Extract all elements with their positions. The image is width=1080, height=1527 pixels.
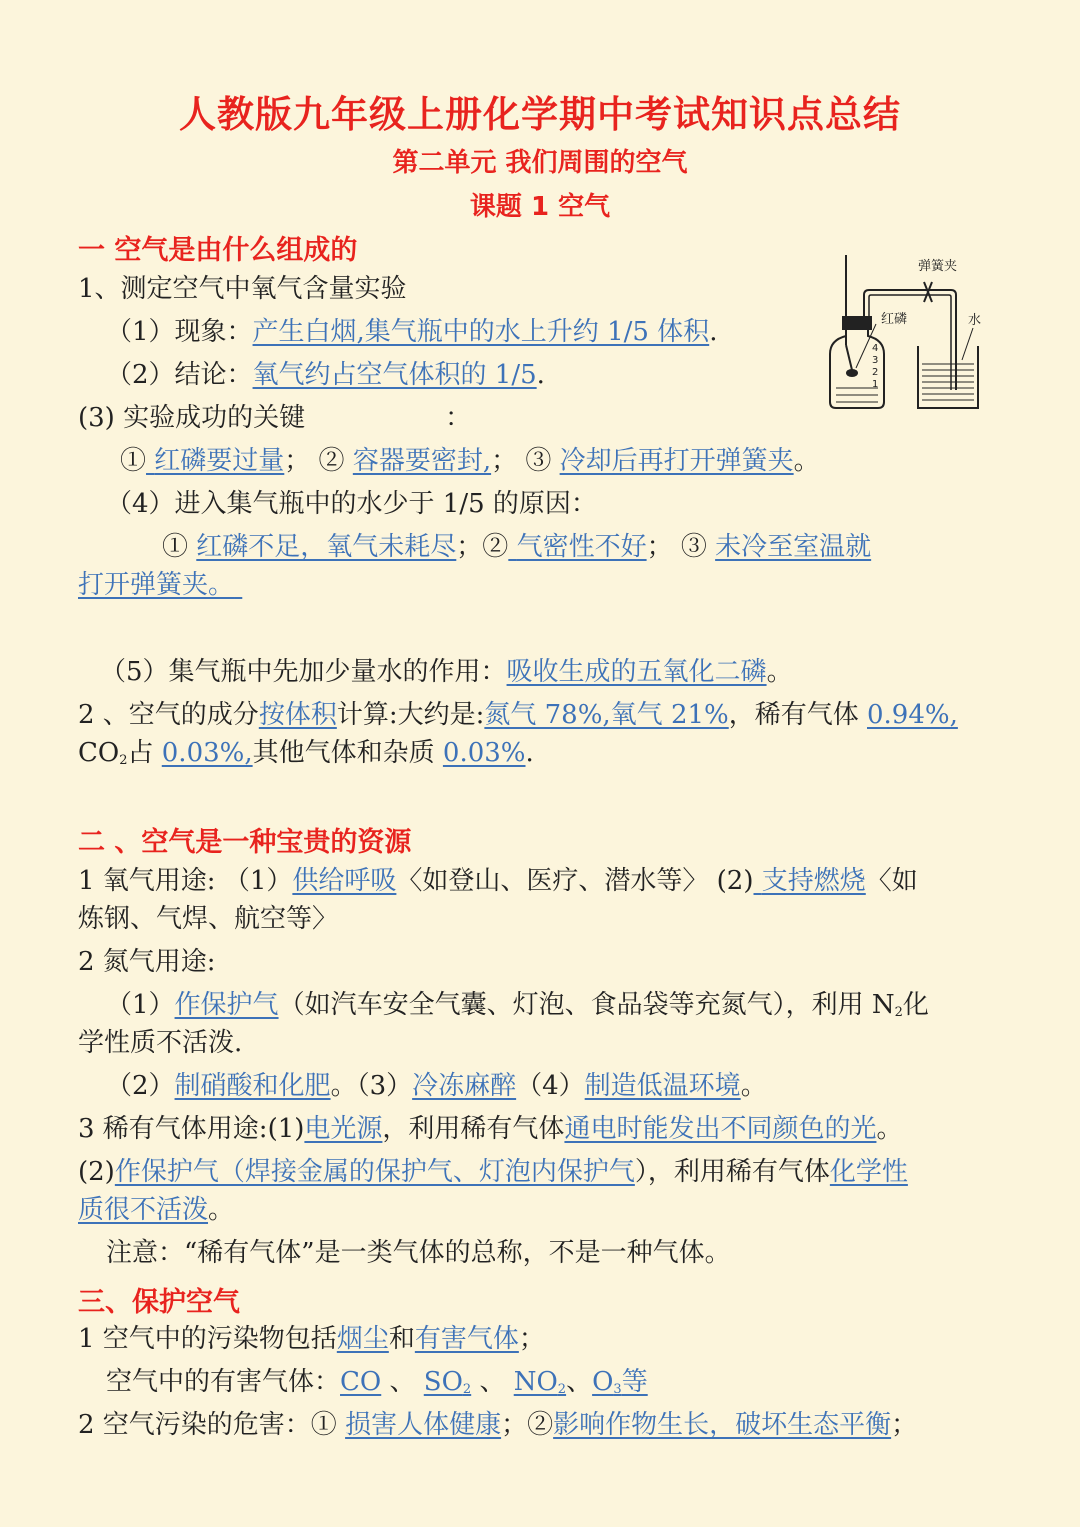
answer: 打开弹簧夹。 [78, 570, 235, 600]
reasons-label: （4）进入集气瓶中的水少于 1/5 的原因： [106, 489, 597, 519]
pollution-harm-line: 2 空气污染的危害：① 损害人体健康；②影响作物生长，破坏生态平衡； [78, 1410, 918, 1440]
answer: 支持燃烧 [761, 866, 866, 896]
oxygen-uses-line-2: 炼钢、气焊、航空等〉 [78, 904, 339, 934]
water-label: 水 [968, 313, 982, 328]
svg-text:1: 1 [872, 379, 879, 390]
answer: 冷冻麻醉 [412, 1071, 517, 1101]
answer: 0.03%, [161, 738, 253, 768]
answer: 产生白烟,集气瓶中的水上升约 1/5 体积 [252, 317, 710, 347]
svg-text:2: 2 [872, 367, 879, 378]
stopper-icon [842, 316, 872, 330]
section-heading-2: 二 、空气是一种宝贵的资源 [78, 827, 412, 858]
lesson-title: 课题 1 空气 [469, 192, 611, 222]
nitrogen-label: 2 氮气用途: [78, 947, 216, 977]
rare-gas-uses-line-3: 质很不活泼。 [78, 1195, 235, 1225]
key-points-line: ① 红磷要过量； ② 容器要密封,； ③ 冷却后再打开弹簧夹。 [120, 446, 820, 476]
nitrogen-uses-line: （2）制硝酸和化肥。（3）冷冻麻醉（4）制造低温环境。 [106, 1071, 767, 1101]
answer: 容器要密封, [352, 446, 492, 476]
answer: 0.03% [442, 738, 526, 768]
answer: 损害人体健康 [345, 1410, 502, 1440]
rare-gas-uses-line: 3 稀有气体用途:(1)电光源，利用稀有气体通电时能发出不同颜色的光。 [78, 1114, 903, 1144]
answer: 冷却后再打开弹簧夹 [559, 446, 794, 476]
oxygen-uses-line: 1 氧气用途: （1）供给呼吸〈如登山、医疗、潜水等〉 (2) 支持燃烧〈如 [78, 866, 918, 896]
answer: 制硝酸和化肥 [174, 1071, 331, 1101]
nitrogen-use-1: （1）作保护气（如汽车安全气囊、灯泡、食品袋等充氮气），利用 $N_2$化 [106, 990, 929, 1020]
answer: 红磷要过量 [154, 446, 285, 476]
answer: 制造低温环境 [584, 1071, 741, 1101]
water-purpose-line: （5）集气瓶中先加少量水的作用：吸收生成的五氧化二磷。 [100, 657, 793, 687]
svg-text:4: 4 [872, 343, 879, 354]
page-title: 人教版九年级上册化学期中考试知识点总结 [179, 93, 901, 136]
pollutants-line: 1 空气中的污染物包括烟尘和有害气体； [78, 1324, 545, 1354]
apparatus-diagram [826, 250, 1006, 412]
nitrogen-use-1-line-2: 学性质不活泼. [78, 1028, 243, 1058]
answer: 有害气体 [414, 1324, 519, 1354]
unit-title: 第二单元 我们周围的空气 [392, 148, 688, 178]
note-line: 注意：“稀有气体”是一类气体的总称，不是一种气体。 [106, 1238, 731, 1268]
answer: 气密性不好 [516, 532, 647, 562]
beaker-icon [918, 346, 978, 408]
answer: 作保护气（焊接金属的保护气、灯泡内保护气 [114, 1157, 635, 1187]
phosphorus-label: 红磷 [881, 312, 908, 327]
answer: 通电时能发出不同颜色的光 [564, 1114, 877, 1144]
experiment-title: 1、测定空气中氧气含量实验 [78, 274, 407, 304]
answer: 作保护气 [174, 990, 279, 1020]
answer: 未冷至室温就 [715, 532, 872, 562]
answer: 氮气 78%,氧气 21% [484, 700, 729, 730]
answer: 影响作物生长，破坏生态平衡 [553, 1410, 892, 1440]
answer: 按体积 [258, 700, 337, 730]
clip-icon [924, 282, 932, 302]
answer: 吸收生成的五氧化二磷 [506, 657, 767, 687]
answer: 供给呼吸 [292, 866, 397, 896]
rare-gas-uses-line-2: (2)作保护气（焊接金属的保护气、灯泡内保护气），利用稀有气体化学性 [78, 1157, 908, 1187]
harmful-gases-line: 空气中的有害气体：CO 、 $SO_2$ 、 $NO_2$、$O_3$等 [106, 1367, 648, 1397]
answer: 化学性 [829, 1157, 908, 1187]
phenomenon-line: （1）现象：产生白烟,集气瓶中的水上升约 1/5 体积. [106, 317, 718, 347]
reasons-line: ① 红磷不足，氧气未耗尽；② 气密性不好； ③ 未冷至室温就 [162, 532, 872, 562]
answer: 烟尘 [336, 1324, 389, 1354]
answer: 氧气约占空气体积的 1/5 [252, 360, 537, 390]
section-heading-1: 一 空气是由什么组成的 [78, 235, 358, 266]
answer: 红磷不足，氧气未耗尽 [196, 532, 457, 562]
composition-line-2: $CO_2$占 0.03%,其他气体和杂质 0.03%. [78, 738, 534, 768]
conclusion-line: （2）结论：氧气约占空气体积的 1/5. [106, 360, 545, 390]
section-heading-3: 三、保护空气 [78, 1287, 240, 1318]
answer: $NO_2$ [513, 1367, 567, 1397]
answer: CO [340, 1367, 382, 1397]
answer: 质很不活泼 [78, 1195, 209, 1225]
svg-text:3: 3 [872, 355, 879, 366]
clip-label: 弹簧夹 [918, 259, 958, 274]
answer: $O_3$等 [592, 1367, 648, 1397]
key-label: (3) 实验成功的关键 ： [78, 403, 472, 433]
composition-line: 2 、空气的成分按体积计算:大约是:氮气 78%,氧气 21%，稀有气体 0.94%, [78, 700, 958, 730]
answer: $SO_2$ [423, 1367, 472, 1397]
answer: 电光源 [304, 1114, 383, 1144]
reasons-line-2 [78, 568, 242, 602]
answer: 0.94%, [867, 700, 958, 730]
